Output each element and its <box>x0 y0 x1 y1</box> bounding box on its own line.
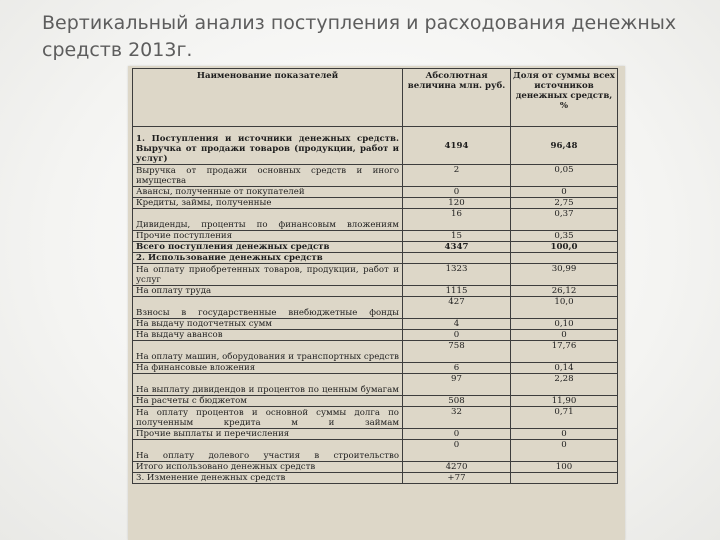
table-row <box>133 286 618 297</box>
table-row <box>133 187 618 198</box>
table-row <box>133 374 618 396</box>
row-absolute: 0 <box>403 440 511 462</box>
row-absolute: 758 <box>403 341 511 363</box>
row-share: 96,48 <box>511 127 618 165</box>
row-absolute: 4270 <box>403 462 511 473</box>
row-name: Взносы в государственные внебюджетные фонды <box>133 297 403 319</box>
row-share: 2,75 <box>511 198 618 209</box>
row-name: Выручка от продажи основных средств и иного имущества <box>133 165 403 187</box>
row-absolute: 0 <box>403 429 511 440</box>
row-absolute: 15 <box>403 231 511 242</box>
table-row <box>133 242 618 253</box>
row-name: На оплату долевого участия в строительство <box>133 440 403 462</box>
header-absolute: Абсолютная величина млн. руб. <box>403 69 511 127</box>
row-share: 0,35 <box>511 231 618 242</box>
row-name: Итого использовано денежных средств <box>133 462 403 473</box>
row-absolute: 2 <box>403 165 511 187</box>
row-absolute: 6 <box>403 363 511 374</box>
table-row <box>133 231 618 242</box>
row-name: Дивиденды, проценты по финансовым вложениям <box>133 209 403 231</box>
table-row <box>133 396 618 407</box>
row-absolute: 0 <box>403 330 511 341</box>
table-row <box>133 462 618 473</box>
header-name: Наименование показателей <box>133 69 403 127</box>
row-absolute: 0 <box>403 187 511 198</box>
row-share: 0,14 <box>511 363 618 374</box>
row-share: 0,37 <box>511 209 618 231</box>
row-absolute: 16 <box>403 209 511 231</box>
row-share: 2,28 <box>511 374 618 396</box>
row-absolute: +77 <box>403 473 511 484</box>
row-share: 100,0 <box>511 242 618 253</box>
row-name: На оплату труда <box>133 286 403 297</box>
row-absolute: 32 <box>403 407 511 429</box>
table-row <box>133 429 618 440</box>
row-share: 0,71 <box>511 407 618 429</box>
row-name: Всего поступления денежных средств <box>133 242 403 253</box>
row-share: 0 <box>511 429 618 440</box>
row-absolute <box>403 253 511 264</box>
row-share: 17,76 <box>511 341 618 363</box>
table-row <box>133 253 618 264</box>
row-absolute: 4 <box>403 319 511 330</box>
table-row <box>133 264 618 286</box>
row-absolute: 4194 <box>403 127 511 165</box>
row-name: На оплату процентов и основной суммы долга по полученным кредита м и займам <box>133 407 403 429</box>
row-name: 2. Использование денежных средств <box>133 253 403 264</box>
row-name: На финансовые вложения <box>133 363 403 374</box>
slide-title: Вертикальный анализ поступления и расходования денежных средств 2013г. <box>42 12 677 61</box>
row-name: На оплату машин, оборудования и транспортных средств <box>133 341 403 363</box>
row-absolute: 508 <box>403 396 511 407</box>
table-body <box>133 127 618 484</box>
table-row <box>133 198 618 209</box>
row-name: Кредиты, займы, полученные <box>133 198 403 209</box>
header-share: Доля от суммы всех источников денежных средств, % <box>511 69 618 127</box>
table-row <box>133 330 618 341</box>
row-absolute: 427 <box>403 297 511 319</box>
table-row <box>133 319 618 330</box>
row-name: На выдачу авансов <box>133 330 403 341</box>
row-name: Прочие выплаты и перечисления <box>133 429 403 440</box>
row-name: На выплату дивидендов и процентов по ценным бумагам <box>133 374 403 396</box>
table-row <box>133 440 618 462</box>
table-row <box>133 209 618 231</box>
cash-flow-table <box>132 68 618 484</box>
row-share: 0 <box>511 440 618 462</box>
table-row <box>133 341 618 363</box>
row-share: 30,99 <box>511 264 618 286</box>
scanned-table-image <box>128 66 625 540</box>
row-share: 0,05 <box>511 165 618 187</box>
row-absolute: 97 <box>403 374 511 396</box>
table-row <box>133 407 618 429</box>
table-row <box>133 165 618 187</box>
row-share <box>511 253 618 264</box>
table-row <box>133 127 618 165</box>
row-share <box>511 473 618 484</box>
row-share: 100 <box>511 462 618 473</box>
table-row <box>133 297 618 319</box>
row-share: 10,0 <box>511 297 618 319</box>
table-header-row <box>133 69 618 127</box>
row-absolute: 1115 <box>403 286 511 297</box>
row-name: На оплату приобретенных товаров, продукции, работ и услуг <box>133 264 403 286</box>
table-row <box>133 473 618 484</box>
row-share: 11,90 <box>511 396 618 407</box>
row-share: 0,10 <box>511 319 618 330</box>
table-row <box>133 363 618 374</box>
row-name: На выдачу подотчетных сумм <box>133 319 403 330</box>
row-absolute: 120 <box>403 198 511 209</box>
row-name: 1. Поступления и источники денежных средств. Выручка от продажи товаров (продукции, работ и услуг) <box>133 127 403 165</box>
row-name: Авансы, полученные от покупателей <box>133 187 403 198</box>
row-name: Прочие поступления <box>133 231 403 242</box>
row-share: 26,12 <box>511 286 618 297</box>
row-share: 0 <box>511 187 618 198</box>
row-absolute: 1323 <box>403 264 511 286</box>
row-share: 0 <box>511 330 618 341</box>
row-name: 3. Изменение денежных средств <box>133 473 403 484</box>
row-absolute: 4347 <box>403 242 511 253</box>
row-name: На расчеты с бюджетом <box>133 396 403 407</box>
